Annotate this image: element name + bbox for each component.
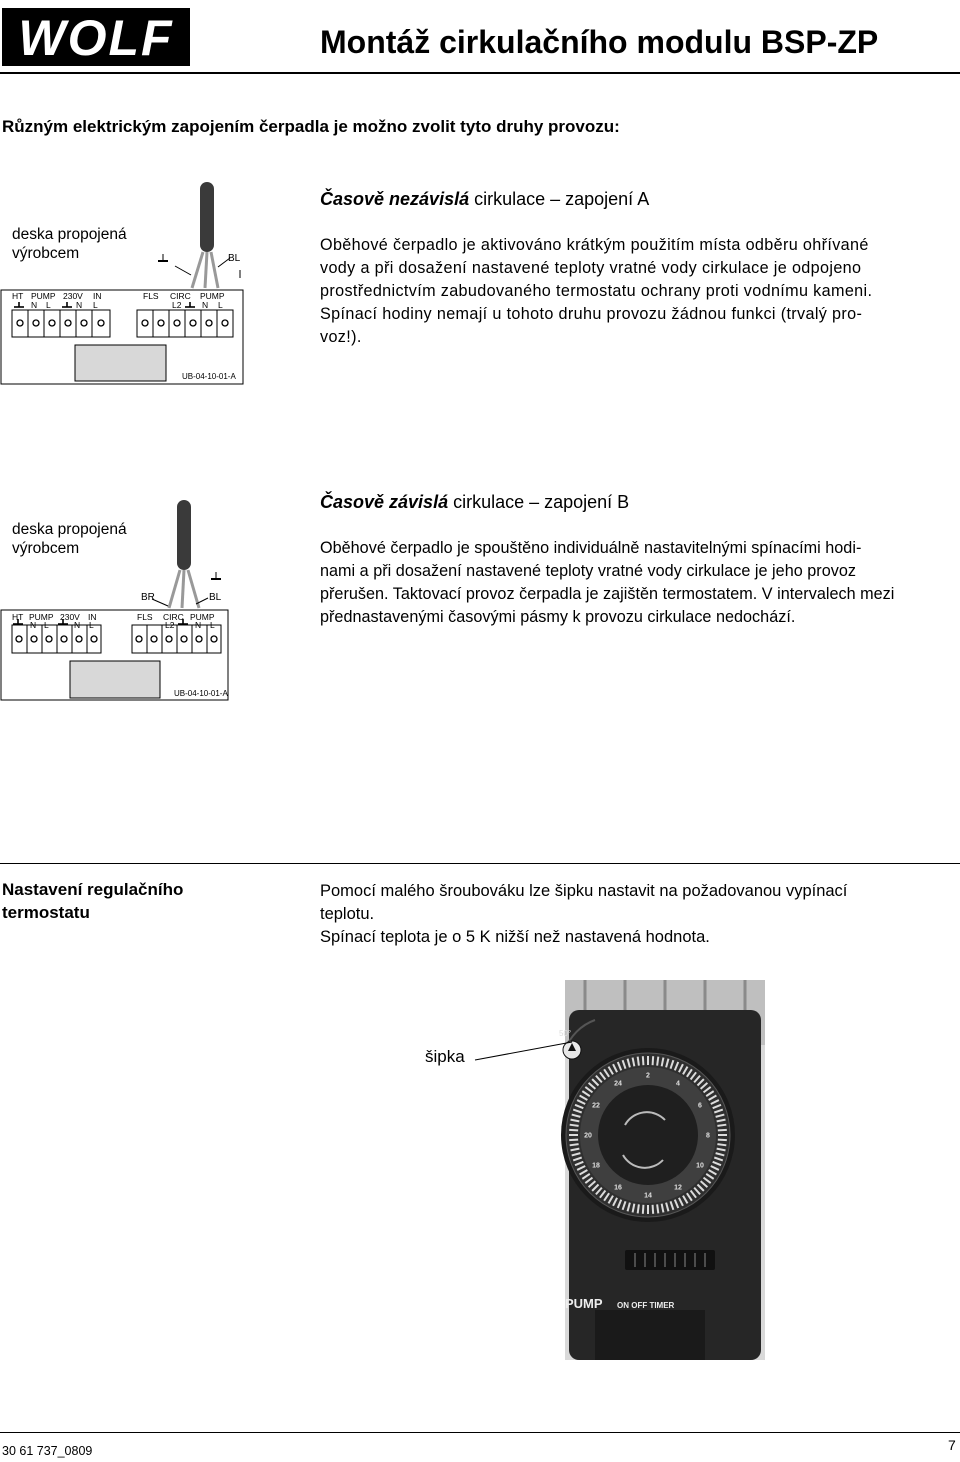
logo-text: WOLF	[18, 10, 174, 66]
setting-label: 50°	[559, 1029, 572, 1038]
section-a-line: prostřednictvím zabudovaného termostatu ochrany proti vodnímu kameni.	[320, 282, 873, 300]
section-a-line: Oběhové čerpadlo je aktivováno krátkým použitím místa odběru ohřívané	[320, 236, 869, 254]
section-b-line: nami a při dosažení nastavené teploty vratné vody cirkulace je jeho provoz	[320, 562, 856, 580]
term-pump2-a: PUMP	[200, 291, 225, 301]
dial-number: 18	[592, 1162, 600, 1170]
term-n2-a: N	[76, 300, 83, 310]
wire-bl-b: BL	[209, 592, 222, 603]
term-in-b: IN	[88, 612, 97, 622]
section-a-line: voz!).	[320, 328, 362, 346]
dial-tick	[657, 1057, 658, 1066]
term-pump-a: PUMP	[31, 291, 56, 301]
dial-number: 20	[584, 1132, 592, 1140]
term-ht-a: HT	[12, 291, 24, 301]
dial-tick	[718, 1140, 727, 1141]
dial-tick	[569, 1130, 578, 1131]
term-circ-b: CIRC	[163, 612, 184, 622]
section-b-heading	[320, 492, 629, 513]
dial-tick	[569, 1140, 578, 1141]
wolf-logo	[2, 8, 190, 66]
board-label-line2: výrobcem	[12, 245, 80, 262]
page-number: 7	[948, 1437, 956, 1453]
wiring-diagram-a	[0, 180, 245, 385]
thermostat-heading: Nastavení regulačního termostatu	[2, 880, 184, 922]
term-n3-a: N	[202, 300, 209, 310]
page-title: Montáž cirkulačního modulu BSP-ZP	[320, 24, 879, 60]
section-b-text	[320, 537, 960, 629]
wiring-diagram-b	[0, 500, 240, 705]
board-label-line2: výrobcem	[12, 540, 80, 557]
pointer-line	[475, 1040, 575, 1070]
dial-tick	[643, 1056, 644, 1065]
term-230v-a: 230V	[63, 291, 83, 301]
section-rule	[0, 863, 960, 864]
section-a-heading-rest: cirkulace – zapojení A	[469, 189, 650, 209]
section-a-heading-em: Časově nezávislá	[320, 189, 470, 209]
dial-number: 24	[614, 1080, 622, 1088]
dial-number: 16	[614, 1184, 622, 1192]
term-230v-b: 230V	[60, 612, 80, 622]
term-in-a: IN	[93, 291, 102, 301]
thermostat-line1: Pomocí malého šroubováku lze šipku nastavit na požadovanou vypínací	[320, 882, 848, 900]
board-label-line1: deska propojená	[12, 521, 127, 538]
dial-tick	[570, 1144, 579, 1145]
term-l2x-a: L2	[172, 300, 182, 310]
arrow-label: šipka	[425, 1047, 465, 1066]
dial-number: 14	[644, 1192, 652, 1200]
dial-tick	[718, 1130, 727, 1131]
term-l1-b: L	[44, 620, 49, 630]
dial-tick	[570, 1125, 579, 1126]
dial-tick	[717, 1144, 726, 1145]
term-n2-b: N	[74, 620, 81, 630]
section-a-heading	[320, 189, 649, 210]
dial-tick	[717, 1125, 726, 1126]
dial-tick	[638, 1057, 639, 1066]
dial-number: 2	[646, 1072, 650, 1080]
term-circ-a: CIRC	[170, 291, 191, 301]
diagram-code-a: UB-04-10-01-A	[182, 372, 236, 381]
thermostat-line3: Spínací teplota je o 5 K nižší než nastavená hodnota.	[320, 928, 710, 946]
photo-switch-text: ON OFF TIMER	[617, 1301, 675, 1310]
section-b-heading-rest: cirkulace – zapojení B	[448, 492, 630, 512]
section-a-line: vody a při dosažení nastavené teploty vratné vody cirkulace je odpojeno	[320, 259, 862, 277]
term-n1-a: N	[31, 300, 38, 310]
photo-brand-text: PUMP	[565, 1296, 603, 1311]
dial-number: 22	[592, 1102, 600, 1110]
dial-tick	[638, 1204, 639, 1213]
term-pump-b: PUMP	[29, 612, 54, 622]
wire-br-b: BR	[141, 592, 155, 603]
dial-number: 8	[706, 1132, 710, 1140]
term-l1-a: L	[46, 300, 51, 310]
term-l2-a: L	[93, 300, 98, 310]
document-number: 30 61 737_0809	[2, 1444, 93, 1458]
section-a-text	[320, 234, 960, 349]
term-fls-a: FLS	[143, 291, 159, 301]
term-fls-b: FLS	[137, 612, 153, 622]
board-label-line1: deska propojená	[12, 226, 127, 243]
term-ht-b: HT	[12, 612, 24, 622]
diagram-code-b: UB-04-10-01-A	[174, 689, 228, 698]
section-b-line: přerušen. Taktovací provoz čerpadla je zajištěn termostatem. V intervalech mezi	[320, 585, 895, 603]
term-l2x-b: L2	[165, 620, 175, 630]
dial-tick	[643, 1205, 644, 1214]
header-rule	[0, 72, 960, 74]
term-l3-b: L	[210, 620, 215, 630]
term-n1-b: N	[30, 620, 37, 630]
section-b-line: Oběhové čerpadlo je spouštěno individuálně nastavitelnými spínacími hodi-	[320, 539, 862, 557]
dial-tick	[653, 1056, 654, 1065]
footer-rule	[0, 1432, 960, 1433]
dial-tick	[653, 1205, 654, 1214]
dial-number: 10	[696, 1162, 704, 1170]
dial-tick	[657, 1204, 658, 1213]
thermostat-line2: teplotu.	[320, 905, 375, 923]
timer-photo	[559, 980, 765, 1360]
term-l2-b: L	[89, 620, 94, 630]
dial-number: 6	[698, 1102, 702, 1110]
section-b-line: přednastavenými časovými pásmy k provozu cirkulace nedochází.	[320, 608, 796, 626]
term-l3-a: L	[218, 300, 223, 310]
section-a-line: Spínací hodiny nemají u tohoto druhu provozu žádnou funkci (trvalý pro-	[320, 305, 863, 323]
term-pump2-b: PUMP	[190, 612, 215, 622]
term-n3-b: N	[195, 620, 202, 630]
intro-text: Různým elektrickým zapojením čerpadla je možno zvolit tyto druhy provozu:	[2, 117, 620, 136]
section-b-heading-em: Časově závislá	[320, 492, 449, 512]
dial-number: 4	[676, 1080, 680, 1088]
dial-number: 12	[674, 1184, 682, 1192]
wire-bl-a: BL	[228, 253, 241, 264]
